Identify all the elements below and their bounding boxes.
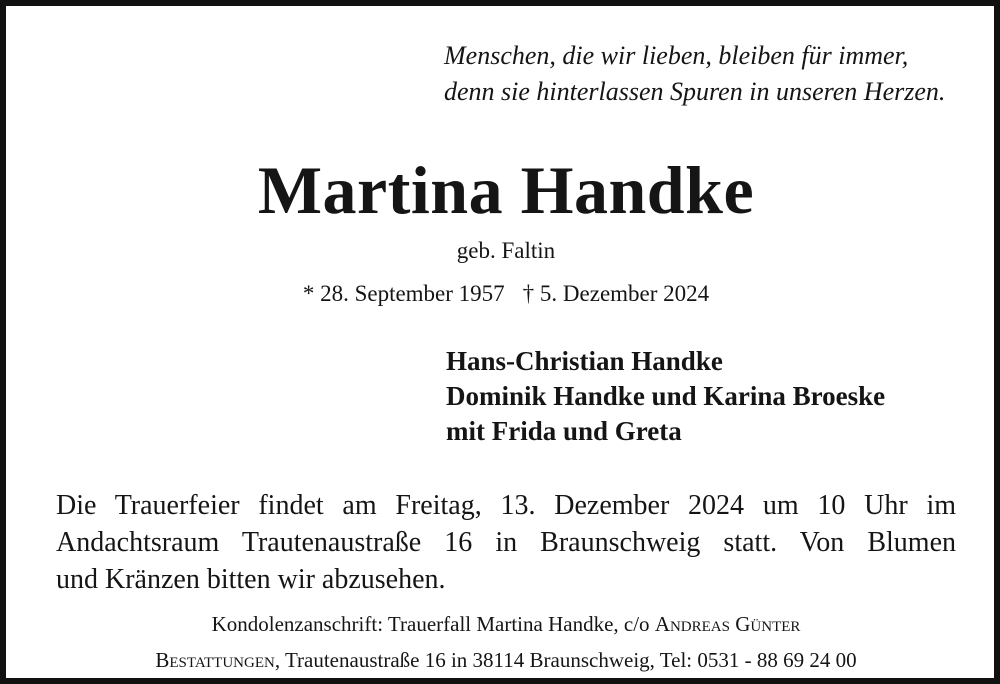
address-line-2 xyxy=(6,642,1000,678)
quote-line-2: denn sie hinterlassen Spuren in unseren Herzen. xyxy=(444,77,946,106)
mourner-3: mit Frida und Greta xyxy=(446,416,682,446)
mourners-list xyxy=(446,344,986,449)
address-street: , Trautenaustraße 16 in 38114 Braunschweig, Tel: 0531 - 88 69 24 00 xyxy=(274,648,857,672)
death-date: † 5. Dezember 2024 xyxy=(522,281,710,306)
mourner-2: Dominik Handke und Karina Broeske xyxy=(446,381,886,411)
notice-line-2: Andachtsraum Trautenaustraße 16 in Braunschweig statt. Von Blumen xyxy=(56,527,956,558)
address-prefix: Kondolenzanschrift: Trauerfall Martina Handke, c/o xyxy=(211,612,655,636)
funeral-home-name: Andreas Günter xyxy=(654,612,801,636)
memorial-quote xyxy=(444,38,984,110)
address-line-1 xyxy=(6,606,1000,642)
funeral-notice xyxy=(56,487,956,598)
mourner-1: Hans-Christian Handke xyxy=(446,346,723,376)
life-dates xyxy=(6,278,1000,310)
funeral-home-suffix: Bestattungen xyxy=(155,648,275,672)
quote-line-1: Menschen, die wir lieben, bleiben für immer, xyxy=(444,41,909,70)
maiden-name-text: geb. Faltin xyxy=(456,238,556,263)
notice-line-3: und Kränzen bitten wir abzusehen. xyxy=(56,564,446,595)
condolence-address xyxy=(6,606,1000,678)
notice-line-1: Die Trauerfeier findet am Freitag, 13. Dezember 2024 um 10 Uhr im xyxy=(56,490,956,521)
deceased-name: Martina Handke xyxy=(257,152,755,228)
maiden-name xyxy=(6,236,1000,266)
birth-date: * 28. September 1957 xyxy=(302,281,505,306)
